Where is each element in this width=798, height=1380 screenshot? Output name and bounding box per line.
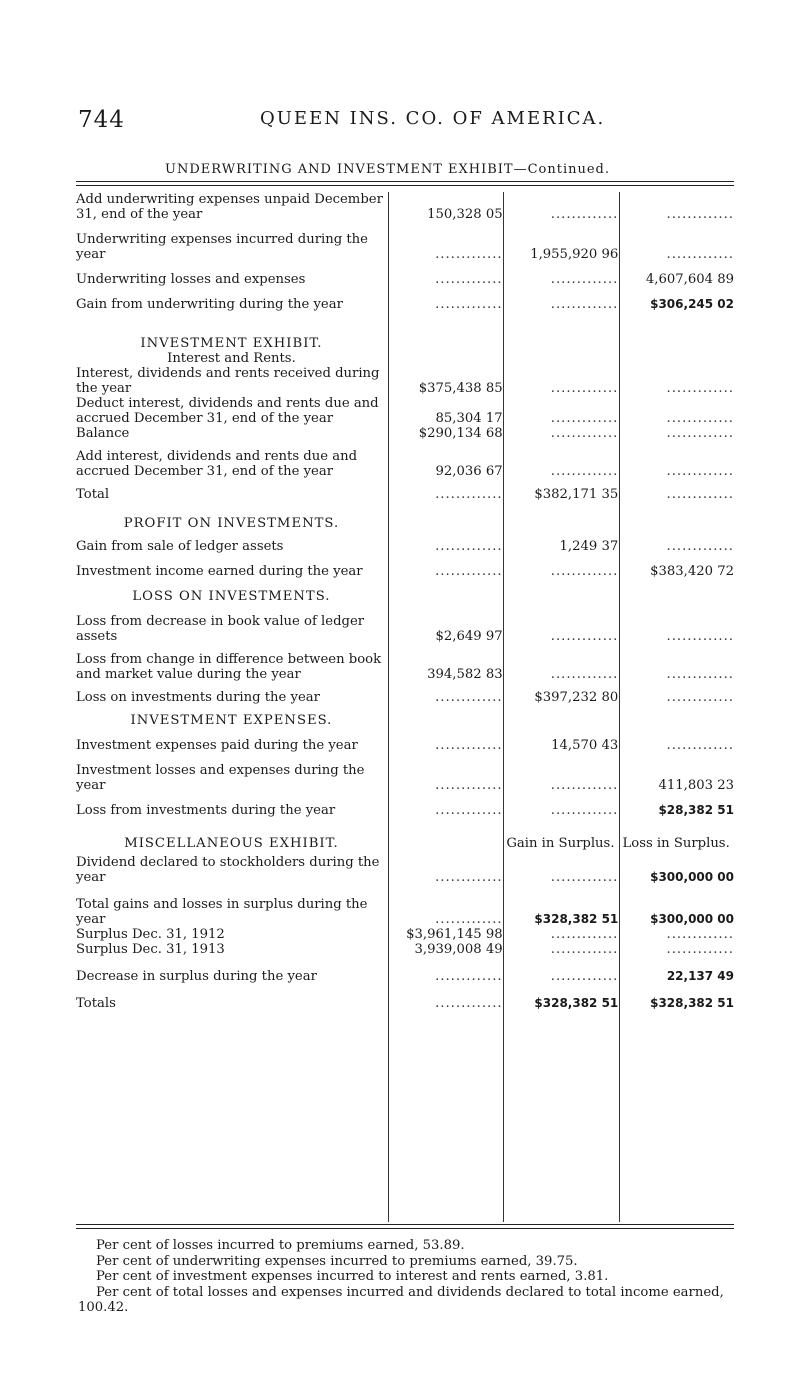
row-label: Balance (76, 426, 130, 441)
amount-c1: 150,328 05 (427, 207, 503, 222)
amount-c1: ............. (435, 969, 503, 984)
amount-c3: ............. (666, 942, 734, 957)
amount-c2: ............. (550, 464, 619, 479)
spacer-row (76, 322, 734, 336)
spacer-row (76, 885, 734, 897)
amount-c3: 411,803 23 (658, 778, 734, 793)
misc-heading-row (76, 836, 734, 851)
amount-c2: ............. (550, 927, 619, 942)
row-label: Investment losses and expenses during the year (76, 763, 365, 793)
table-row (76, 652, 734, 682)
spacer-row (76, 479, 734, 487)
amount-c2: $328,382 51 (534, 912, 619, 926)
table-row (76, 803, 734, 818)
gain-in-surplus-header: Gain in Surplus. (506, 836, 615, 851)
amount-c1: 3,939,008 49 (414, 942, 503, 957)
row-label: Underwriting expenses incurred during the year (76, 232, 368, 262)
section-heading-row (76, 351, 734, 366)
table-row (76, 539, 734, 554)
amount-c2: $382,171 35 (534, 487, 619, 502)
spacer-row (76, 531, 734, 539)
amount-c3: 22,137 49 (666, 969, 734, 983)
table-row (76, 763, 734, 793)
table-row (76, 942, 734, 957)
row-label: Loss from change in difference between book and market value during the year (76, 652, 382, 682)
table-row (76, 927, 734, 942)
amount-c1: $3,961,145 98 (406, 927, 503, 942)
spacer-row (76, 604, 734, 614)
row-label: Interest, dividends and rents received during the year (76, 366, 380, 396)
section-heading-row (76, 713, 734, 728)
amount-c2: ............. (550, 942, 619, 957)
amount-c1: 92,036 67 (435, 464, 503, 479)
spacer-row (76, 818, 734, 828)
amount-c2: ............. (550, 629, 619, 644)
amount-c3: ............. (666, 207, 734, 222)
spacer-row (76, 793, 734, 803)
amount-c1: ............. (435, 996, 503, 1011)
amount-c3: $306,245 02 (650, 297, 734, 311)
table-row (76, 738, 734, 753)
amount-c2: ............. (550, 297, 619, 312)
section-heading-row (76, 589, 734, 604)
spacer-row (76, 828, 734, 836)
amount-c3: ............. (666, 629, 734, 644)
section-heading: Interest and Rents. (167, 351, 296, 366)
amount-c3: ............. (666, 690, 734, 705)
amount-c2: ............. (550, 272, 619, 287)
spacer-row (76, 502, 734, 510)
section-heading: INVESTMENT EXPENSES. (130, 713, 333, 728)
footnote: Per cent of total losses and expenses incurred and dividends declared to total income earned, 100.42. (78, 1284, 724, 1316)
amount-c1: ............. (435, 690, 503, 705)
spacer-row (76, 222, 734, 232)
table-row (76, 996, 734, 1011)
spacer-row (76, 287, 734, 297)
amount-c3: ............. (666, 738, 734, 753)
spacer-row (76, 579, 734, 589)
amount-c3: ............. (666, 411, 734, 426)
amount-c2: 1,249 37 (559, 539, 619, 554)
footnote: Per cent of losses incurred to premiums earned, 53.89. (96, 1238, 465, 1253)
row-label: Surplus Dec. 31, 1913 (76, 942, 225, 957)
amount-c2: ............. (550, 564, 619, 579)
amount-c1: ............. (435, 564, 503, 579)
section-heading-row (76, 516, 734, 531)
amount-c2: ............. (550, 803, 619, 818)
amount-c2: $328,382 51 (534, 996, 619, 1010)
amount-c2: ............. (550, 870, 619, 885)
amount-c3: ............. (666, 539, 734, 554)
row-label: Add interest, dividends and rents due and accrued December 31, end of the year (76, 449, 358, 479)
spacer-row (76, 957, 734, 969)
row-label: Investment expenses paid during the year (76, 738, 358, 753)
table-row (76, 969, 734, 984)
spacer-row (76, 753, 734, 763)
amount-c3: ............. (666, 247, 734, 262)
amount-c1: ............. (435, 297, 503, 312)
row-label: Decrease in surplus during the year (76, 969, 317, 984)
amount-c1: $2,649 97 (435, 629, 503, 644)
amount-c1: 85,304 17 (435, 411, 503, 426)
row-label: Underwriting losses and expenses (76, 272, 306, 287)
amount-c3: $300,000 00 (650, 870, 734, 884)
table-row (76, 396, 734, 426)
amount-c2: ............. (550, 207, 619, 222)
table-row (76, 297, 734, 312)
table-row (76, 272, 734, 287)
amount-c2: ............. (550, 411, 619, 426)
section-heading-row (76, 336, 734, 351)
row-label: Loss on investments during the year (76, 690, 320, 705)
table-row (76, 426, 734, 441)
table-row (76, 564, 734, 579)
footnote: Per cent of investment expenses incurred to interest and rents earned, 3.81. (96, 1269, 609, 1285)
amount-c2: 14,570 43 (551, 738, 619, 753)
running-head: QUEEN INS. CO. OF AMERICA. (260, 108, 606, 129)
top-double-rule (76, 181, 734, 186)
amount-c3: $383,420 72 (650, 564, 734, 579)
table-row (76, 897, 734, 927)
footnotes (78, 1238, 738, 1316)
section-title: UNDERWRITING AND INVESTMENT EXHIBIT—Continued. (165, 162, 610, 177)
amount-c1: ............. (435, 272, 503, 287)
bottom-double-rule (76, 1224, 734, 1229)
amount-c1: ............. (435, 803, 503, 818)
table-row (76, 232, 734, 262)
table-row (76, 366, 734, 396)
amount-c1: ............. (435, 487, 503, 502)
table-row (76, 614, 734, 644)
amount-c2: ............. (550, 426, 619, 441)
spacer-row (76, 262, 734, 272)
amount-c3: $28,382 51 (658, 803, 734, 817)
row-label: Gain from sale of ledger assets (76, 539, 284, 554)
amount-c1: ............. (435, 912, 503, 927)
spacer-row (76, 705, 734, 713)
spacer-row (76, 644, 734, 652)
amount-c1: $290,134 68 (418, 426, 503, 441)
amount-c1: ............. (435, 738, 503, 753)
amount-c3: 4,607,604 89 (645, 272, 734, 287)
amount-c3: ............. (666, 426, 734, 441)
amount-c3: ............. (666, 464, 734, 479)
spacer-row (76, 728, 734, 738)
row-label: Deduct interest, dividends and rents due and accrued December 31, end of the year (76, 396, 379, 426)
section-heading: PROFIT ON INVESTMENTS. (123, 516, 340, 531)
amount-c2: ............. (550, 381, 619, 396)
table-row (76, 487, 734, 502)
amount-c3: ............. (666, 927, 734, 942)
row-label: Totals (76, 996, 116, 1011)
table-row (76, 192, 734, 222)
row-label: Total (76, 487, 110, 502)
row-label: Surplus Dec. 31, 1912 (76, 927, 225, 942)
amount-c1: ............. (435, 778, 503, 793)
amount-c2: ............. (550, 969, 619, 984)
row-label: Dividend declared to stockholders during the year (76, 855, 380, 885)
amount-c2: ............. (550, 667, 619, 682)
section-heading: MISCELLANEOUS EXHIBIT. (124, 836, 339, 851)
amount-c1: $375,438 85 (418, 381, 503, 396)
page-number: 744 (78, 107, 125, 133)
row-label: Investment income earned during the year (76, 564, 363, 579)
amount-c3: $300,000 00 (650, 912, 734, 926)
row-label: Loss from investments during the year (76, 803, 336, 818)
row-label: Gain from underwriting during the year (76, 297, 343, 312)
table-row (76, 855, 734, 885)
amount-c1: ............. (435, 870, 503, 885)
amount-c2: ............. (550, 778, 619, 793)
amount-c3: $328,382 51 (650, 996, 734, 1010)
amount-c1: ............. (435, 539, 503, 554)
row-label: Loss from decrease in book value of ledger assets (76, 614, 365, 644)
exhibit-table (76, 192, 734, 1011)
spacer-row (76, 312, 734, 322)
amount-c3: ............. (666, 487, 734, 502)
spacer-row (76, 441, 734, 449)
amount-c3: ............. (666, 667, 734, 682)
row-label: Total gains and losses in surplus during the year (76, 897, 368, 927)
table-row (76, 449, 734, 479)
loss-in-surplus-header: Loss in Surplus. (622, 836, 730, 851)
amount-c1: 394,582 83 (427, 667, 503, 682)
spacer-row (76, 554, 734, 564)
footnote: Per cent of underwriting expenses incurred to premiums earned, 39.75. (96, 1253, 578, 1269)
amount-c2: 1,955,920 96 (530, 247, 619, 262)
section-heading: INVESTMENT EXHIBIT. (140, 336, 323, 351)
amount-c2: $397,232 80 (534, 690, 619, 705)
section-heading: LOSS ON INVESTMENTS. (132, 589, 331, 604)
spacer-row (76, 682, 734, 690)
amount-c1: ............. (435, 247, 503, 262)
row-label: Add underwriting expenses unpaid December 31, end of the year (76, 192, 383, 222)
spacer-row (76, 984, 734, 996)
table-row (76, 690, 734, 705)
amount-c3: ............. (666, 381, 734, 396)
